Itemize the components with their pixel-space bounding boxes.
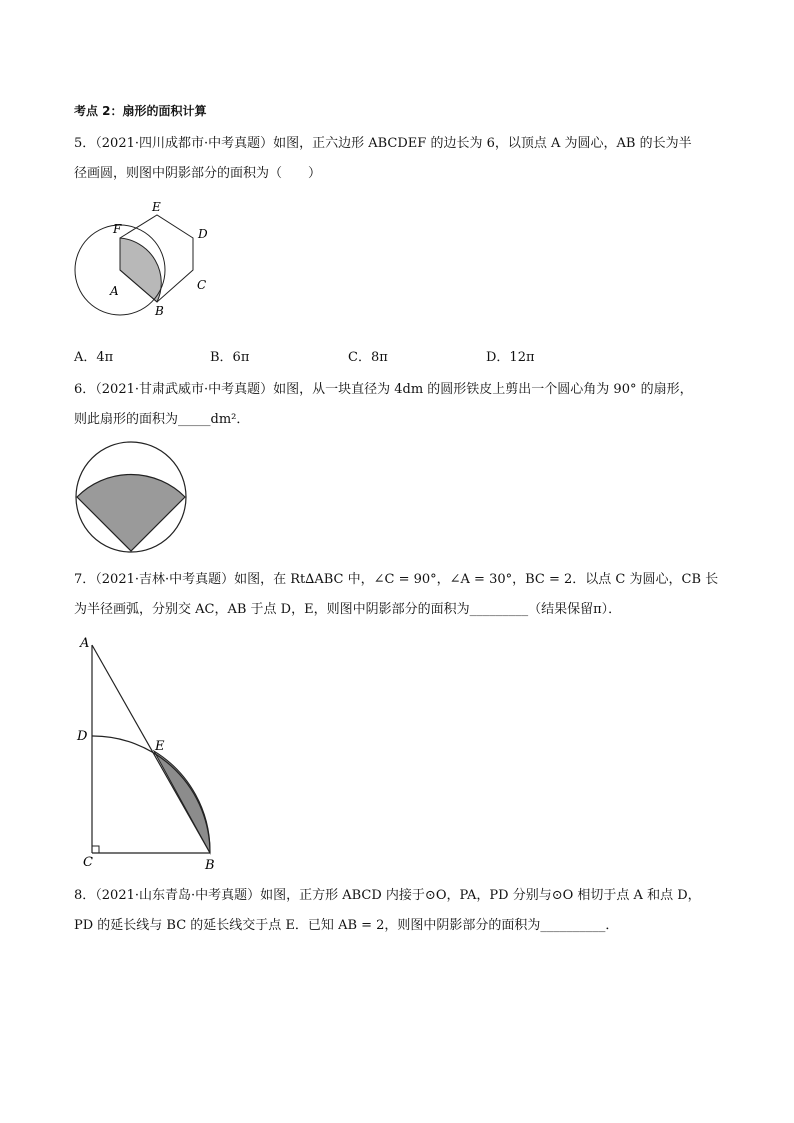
question-6-line-2: 则此扇形的面积为_____dm²．: [74, 412, 250, 427]
label-D: D: [77, 729, 88, 744]
label-F: F: [113, 222, 122, 236]
question-6-line-1: 6．（2021·甘肃武威市·中考真题）如图，从一块直径为 4dm 的圆形铁皮上剪出一个圆心角为 90° 的扇形，: [74, 382, 693, 397]
question-7-line-1: 7．（2021·吉林·中考真题）如图，在 Rt∆ABC 中，∠C = 90°，∠A = 30°，BC = 2．以点 C 为圆心，CB 长: [74, 572, 719, 587]
question-8-line-2: PD 的延长线与 BC 的延长线交于点 E．已知 AB = 2，则图中阴影部分的面积为__________．: [74, 918, 619, 933]
label-E: E: [155, 739, 165, 754]
label-C: C: [197, 278, 207, 292]
right-angle-mark: [92, 846, 99, 853]
label-B: B: [205, 858, 215, 873]
figure-right-triangle: [75, 632, 225, 874]
option-b: B．6π: [210, 350, 250, 365]
shaded-sector: [77, 474, 185, 551]
question-8-line-1: 8．（2021·山东青岛·中考真题）如图，正方形 ABCD 内接于⊙O，PA，PD 分别与⊙O 相切于点 A 和点 D，: [74, 888, 701, 903]
label-A: A: [80, 636, 90, 651]
side-ab: [92, 645, 210, 853]
question-5-line-1: 5．（2021·四川成都市·中考真题）如图，正六边形 ABCDEF 的边长为 6，以顶点 A 为圆心，AB 的长为半: [74, 136, 692, 151]
option-d: D．12π: [486, 350, 535, 365]
label-C: C: [83, 855, 93, 870]
label-E: E: [152, 200, 161, 214]
label-A: A: [110, 284, 119, 298]
option-c: C．8π: [348, 350, 388, 365]
figure-hexagon-circle: [70, 195, 220, 325]
section-title: 考点 2：扇形的面积计算: [74, 104, 207, 118]
question-7-line-2: 为半径画弧，分别交 AC，AB 于点 D，E，则图中阴影部分的面积为_________（结果保留π）．: [74, 602, 622, 617]
label-D: D: [198, 227, 208, 241]
option-a: A．4π: [74, 350, 114, 365]
figure-circle-sector: [74, 440, 190, 556]
shaded-sector: [120, 238, 161, 302]
label-B: B: [155, 304, 164, 318]
question-5-line-2: 径画圆，则图中阴影部分的面积为（ ）: [74, 166, 322, 181]
